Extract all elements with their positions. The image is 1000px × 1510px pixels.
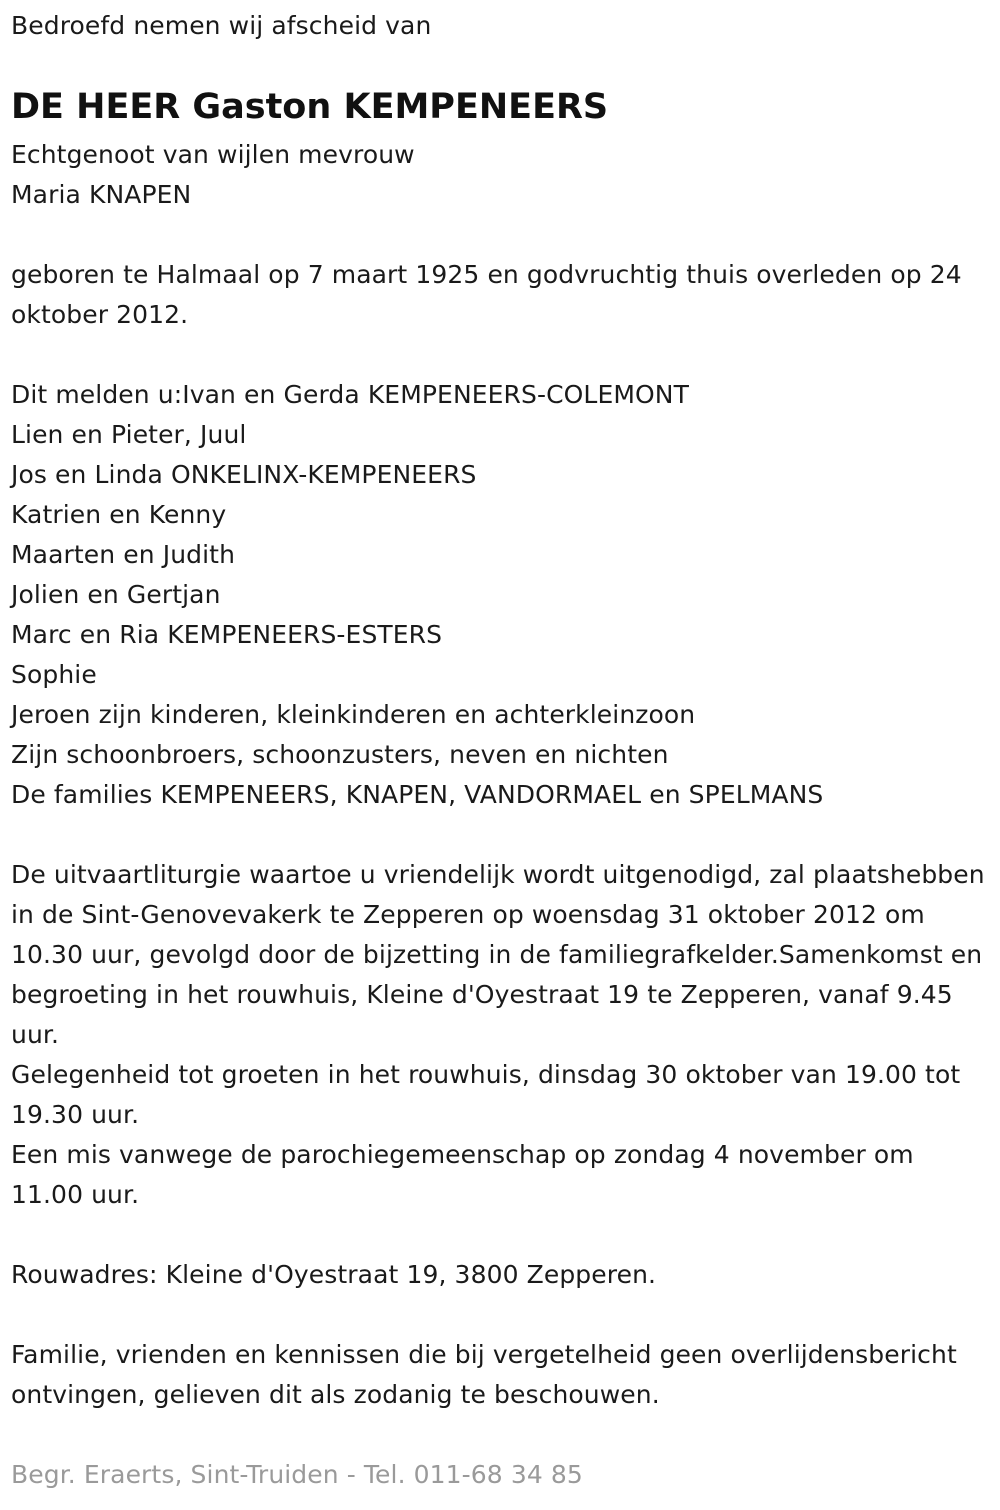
spouse-line-1: Echtgenoot van wijlen mevrouw: [11, 140, 415, 169]
funeral-home-footer: Begr. Eraerts, Sint-Truiden - Tel. 011-68 34 85: [11, 1460, 583, 1489]
family-line: Marc en Ria KEMPENEERS-ESTERS: [11, 620, 443, 649]
family-line: Zijn schoonbroers, schoonzusters, neven en nichten: [11, 740, 669, 769]
family-line: Lien en Pieter, Juul: [11, 420, 247, 449]
deceased-name: DE HEER Gaston KEMPENEERS: [11, 87, 609, 127]
obituary-notice: [11, 6, 986, 1495]
family-line: Maarten en Judith: [11, 540, 236, 569]
spacer: [11, 1295, 986, 1335]
family-line: Sophie: [11, 660, 97, 689]
funeral-text: De uitvaartliturgie waartoe u vriendelijk wordt uitgenodigd, zal plaatshebben in de Sint-Genovevakerk te Zepperen op woensdag 31 oktober 2012 om 10.30 uur, gevolgd door de bijzetting in de familiegrafkelder.Samenkomst en begroeting in het rouwhuis, Kleine d'Oyestraat 19 te Zepperen, vanaf 9.45 uur.: [11, 860, 985, 1049]
family-line: Katrien en Kenny: [11, 500, 227, 529]
birth-death-text: geboren te Halmaal op 7 maart 1925 en godvruchtig thuis overleden op 24 oktober 2012.: [11, 260, 962, 329]
spacer: [11, 815, 986, 855]
notice-text: Familie, vrienden en kennissen die bij vergetelheid geen overlijdensbericht ontvingen, gelieven dit als zodanig te beschouwen.: [11, 1340, 957, 1409]
spacer: [11, 1415, 986, 1455]
spouse-line-2: Maria KNAPEN: [11, 180, 192, 209]
family-line: Jeroen zijn kinderen, kleinkinderen en achterkleinzoon: [11, 700, 696, 729]
visitation-text: Gelegenheid tot groeten in het rouwhuis, dinsdag 30 oktober van 19.00 tot 19.30 uur.: [11, 1060, 961, 1129]
spacer: [11, 215, 986, 255]
family-list: [11, 375, 986, 815]
mass-text: Een mis vanwege de parochiegemeenschap op zondag 4 november om 11.00 uur.: [11, 1140, 914, 1209]
intro-text: Bedroefd nemen wij afscheid van: [11, 11, 432, 40]
family-line: Jolien en Gertjan: [11, 580, 221, 609]
address-text: Rouwadres: Kleine d'Oyestraat 19, 3800 Zepperen.: [11, 1260, 657, 1289]
spacer: [11, 1215, 986, 1255]
family-line: Dit melden u:Ivan en Gerda KEMPENEERS-COLEMONT: [11, 380, 689, 409]
spacer: [11, 335, 986, 375]
family-line: Jos en Linda ONKELINX-KEMPENEERS: [11, 460, 477, 489]
family-line: De families KEMPENEERS, KNAPEN, VANDORMAEL en SPELMANS: [11, 780, 824, 809]
